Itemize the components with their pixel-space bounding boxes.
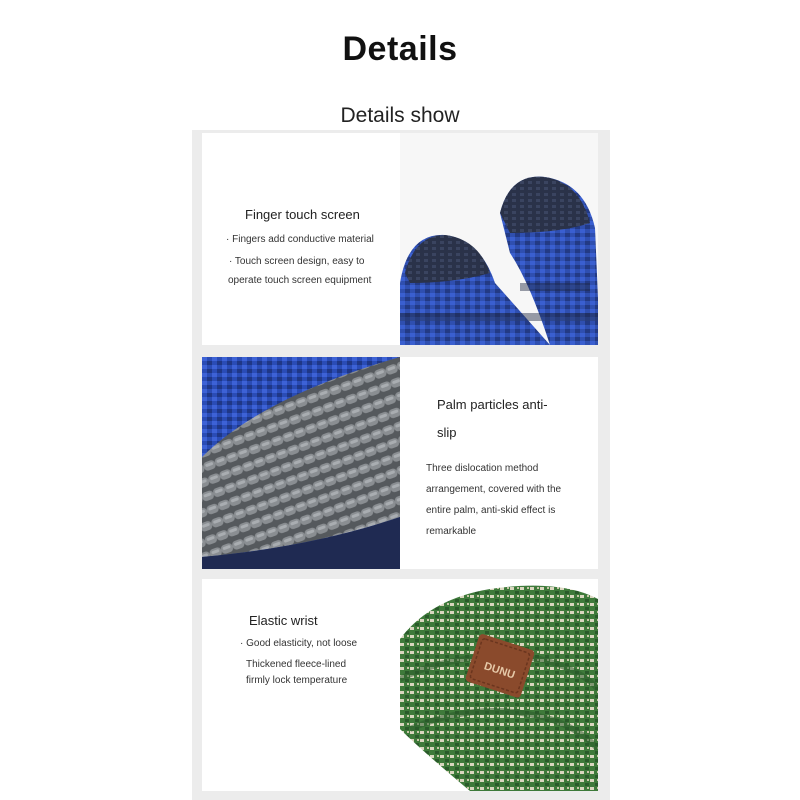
detail-heading: Finger touch screen xyxy=(245,207,360,222)
detail-heading: Elastic wrist xyxy=(249,613,318,628)
detail-heading: slip xyxy=(437,425,457,440)
detail-heading: Palm particles anti- xyxy=(437,397,548,412)
details-panel xyxy=(192,130,610,800)
detail-text-touchscreen xyxy=(202,133,400,345)
detail-line: · Fingers add conductive material xyxy=(226,234,374,245)
detail-line: entire palm, anti-skid effect is xyxy=(426,505,556,516)
detail-line: Three dislocation method xyxy=(426,463,539,474)
detail-line: remarkable xyxy=(426,526,477,537)
detail-line: Thickened fleece-lined xyxy=(246,659,347,670)
wrist-cuff-image xyxy=(400,579,598,791)
detail-card-antislip xyxy=(202,357,598,569)
detail-text-wrist xyxy=(202,579,400,791)
page-subtitle: Details show xyxy=(340,104,460,127)
detail-text-antislip xyxy=(400,357,598,569)
palm-grip-image xyxy=(202,357,400,569)
detail-line: · Good elasticity, not loose xyxy=(240,638,358,649)
detail-card-touchscreen xyxy=(202,133,598,345)
page-title: Details xyxy=(342,30,458,68)
detail-line: firmly lock temperature xyxy=(246,675,348,686)
detail-line: · Touch screen design, easy to xyxy=(229,256,365,267)
detail-line: operate touch screen equipment xyxy=(228,275,372,286)
detail-line: arrangement, covered with the xyxy=(426,484,562,495)
cuff-label-text: DUNU xyxy=(482,660,517,682)
glove-fingertips-image xyxy=(400,133,598,345)
detail-card-wrist xyxy=(202,579,598,791)
